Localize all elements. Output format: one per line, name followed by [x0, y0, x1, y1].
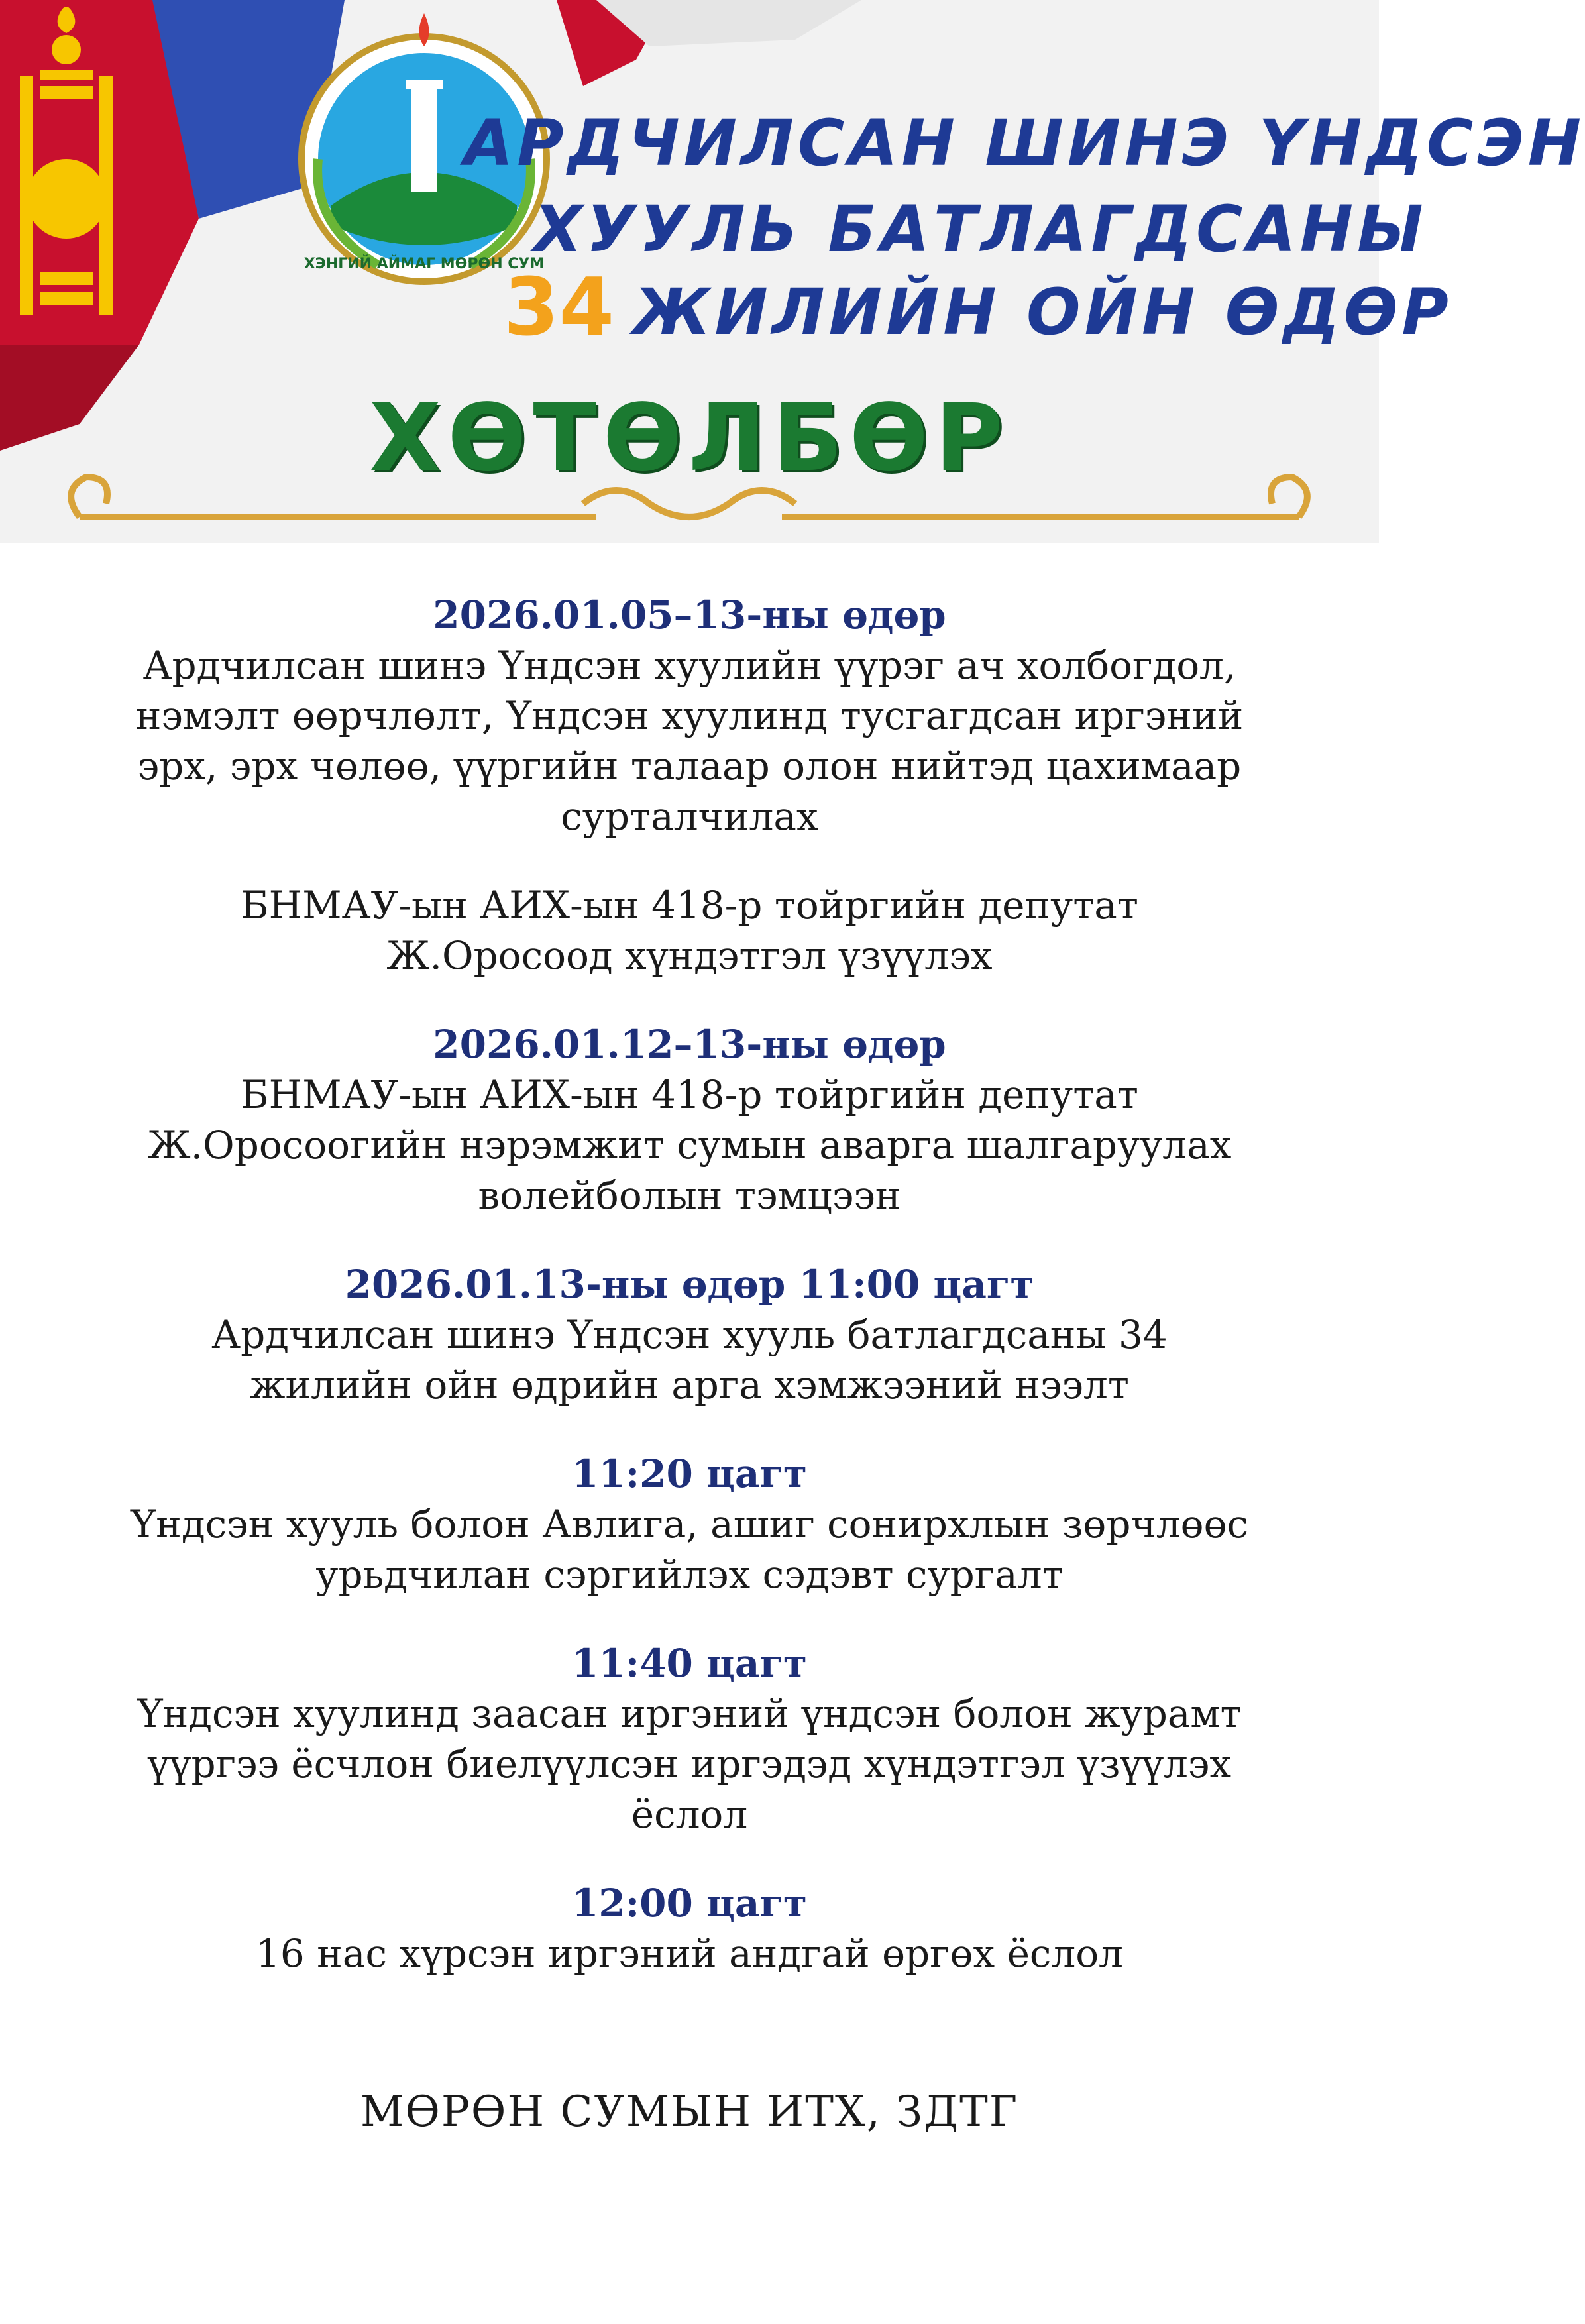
- organizer-signature: МӨРӨН СУМЫН ИТХ, ЗДТГ: [360, 2087, 1019, 2136]
- schedule-description: Ардчилсан шинэ Үндсэн хуулийн үүрэг ач холбогдол, нэмэлт өөрчлөлт, Үндсэн хуулинд тусгагдсан иргэний эрх, эрх чөлөө, үүргийн талаар олон нийтэд цахимаар сурталчилах: [135, 643, 1244, 839]
- title-line-3: ЖИЛИЙН ОЙН ӨДӨР: [633, 275, 1452, 349]
- schedule-item: [0, 1259, 1379, 1410]
- schedule-description: Ардчилсан шинэ Үндсэн хууль батлагдсаны 34 жилийн ойн өдрийн арга хэмжээний нээлт: [211, 1312, 1168, 1408]
- schedule-description: Үндсэн хууль болон Авлига, ашиг сонирхлын зөрчлөөс урьдчилан сэргийлэх сэдэвт сургалт: [131, 1502, 1248, 1597]
- schedule-date: 2026.01.05–13-ны өдөр: [433, 592, 946, 637]
- schedule-list: [0, 590, 1379, 2017]
- schedule-item: [0, 590, 1379, 842]
- schedule-description: Үндсэн хуулинд заасан иргэний үндсэн болон журамт үүргээ ёсчлон биелүүлсэн иргэдэд хүндэтгэл үзүүлэх ёслол: [137, 1691, 1242, 1837]
- schedule-date: 11:40 цагт: [572, 1641, 807, 1686]
- schedule-item: [0, 1019, 1379, 1221]
- schedule-date: 11:20 цагт: [572, 1451, 807, 1496]
- schedule-description: БНМАУ-ын АИХ-ын 418-р тойргийн депутат Ж.Оросоогийн нэрэмжит сумын аварга шалгаруулах волейболын тэмцээн: [147, 1072, 1232, 1218]
- schedule-date: 12:00 цагт: [572, 1881, 807, 1926]
- schedule-description: БНМАУ-ын АИХ-ын 418-р тойргийн депутат Ж.Оросоод хүндэтгэл үзүүлэх: [241, 883, 1138, 978]
- schedule-item: [0, 1878, 1379, 1979]
- program-heading: ХӨТӨЛБӨР: [369, 384, 1010, 492]
- schedule-item: [0, 1638, 1379, 1840]
- title-line-1: АРДЧИЛСАН ШИНЭ ҮНДСЭН: [464, 106, 1585, 180]
- schedule-date: 2026.01.13-ны өдөр 11:00 цагт: [345, 1262, 1034, 1307]
- svg-text:ХЭНГИЙ АЙМАГ МӨРӨН СУМ: ХЭНГИЙ АЙМАГ МӨРӨН СУМ: [303, 256, 545, 272]
- anniversary-number: 34: [504, 262, 614, 354]
- schedule-item: [0, 1449, 1379, 1600]
- schedule-description: 16 нас хүрсэн иргэний андгай өргөх ёслол: [255, 1931, 1124, 1976]
- title-line-2: ХУУЛЬ БАТЛАГДСАНЫ: [533, 192, 1427, 266]
- schedule-date: 2026.01.12–13-ны өдөр: [433, 1022, 946, 1067]
- header-banner: [0, 0, 1585, 543]
- schedule-item: [0, 880, 1379, 981]
